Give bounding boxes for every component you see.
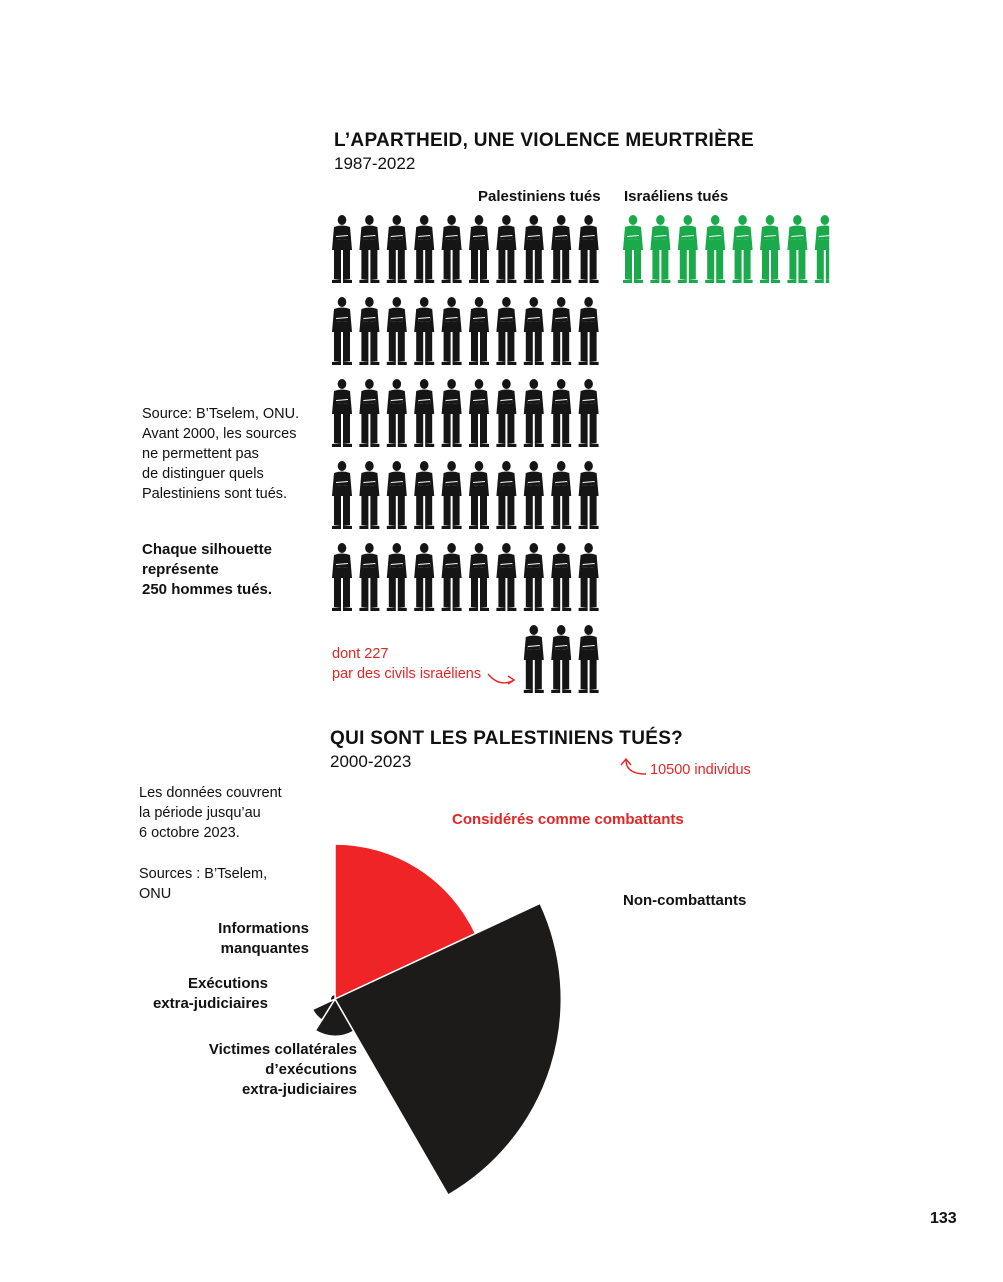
annotation-line: dont 227 [332,646,389,662]
label-missing-info [218,919,309,959]
label-line: Victimes collatérales [208,1041,357,1058]
label-extrajudicial [153,974,268,1014]
label-line: extra-judiciaires [152,995,268,1012]
label-combatants: Considérés comme combattants [452,811,684,828]
label-collateral [209,1040,357,1100]
label-non-combatants: Non-combattants [623,892,747,909]
page-number: 133 [930,1210,957,1227]
coverage-line: 6 octobre 2023. [139,825,240,841]
chart1-subtitle: 1987-2022 [334,154,416,173]
label-line: Informations [218,920,309,937]
chart2-subtitle: 2000-2023 [330,752,412,771]
total-annotation: 10500 individus [650,762,751,778]
coverage-line: Les données couvrent [139,785,282,801]
source-line: ne permettent pas [142,446,259,462]
source-line: Avant 2000, les sources [142,426,297,442]
slice-missing-info [330,994,335,1001]
chart2-title: QUI SONT LES PALESTINIENS TUÉS? [330,728,684,749]
label-line: extra-judiciaires [241,1081,357,1098]
unit-line: 250 hommes tués. [142,581,273,598]
source-line: de distinguer quels [142,466,264,482]
unit-line: Chaque silhouette [142,541,273,558]
source-line: ONU [139,886,172,902]
source-line: Source: B’Tselem, ONU. [142,406,300,422]
unit-line: représente [142,561,219,578]
source-line: Palestiniens sont tués. [142,486,288,502]
legend-palestinian: Palestiniens tués [478,188,601,205]
source-line: Sources : B’Tselem, [139,866,268,882]
chart1-title: L’APARTHEID, UNE VIOLENCE MEURTRIÈRE [334,130,755,151]
legend-israeli: Israéliens tués [624,188,729,205]
label-line: Exécutions [187,975,268,992]
coverage-line: la période jusqu’au [139,805,261,821]
label-line: manquantes [220,940,309,957]
label-line: d’exécutions [265,1061,357,1078]
annotation-line: par des civils israéliens [332,666,482,682]
